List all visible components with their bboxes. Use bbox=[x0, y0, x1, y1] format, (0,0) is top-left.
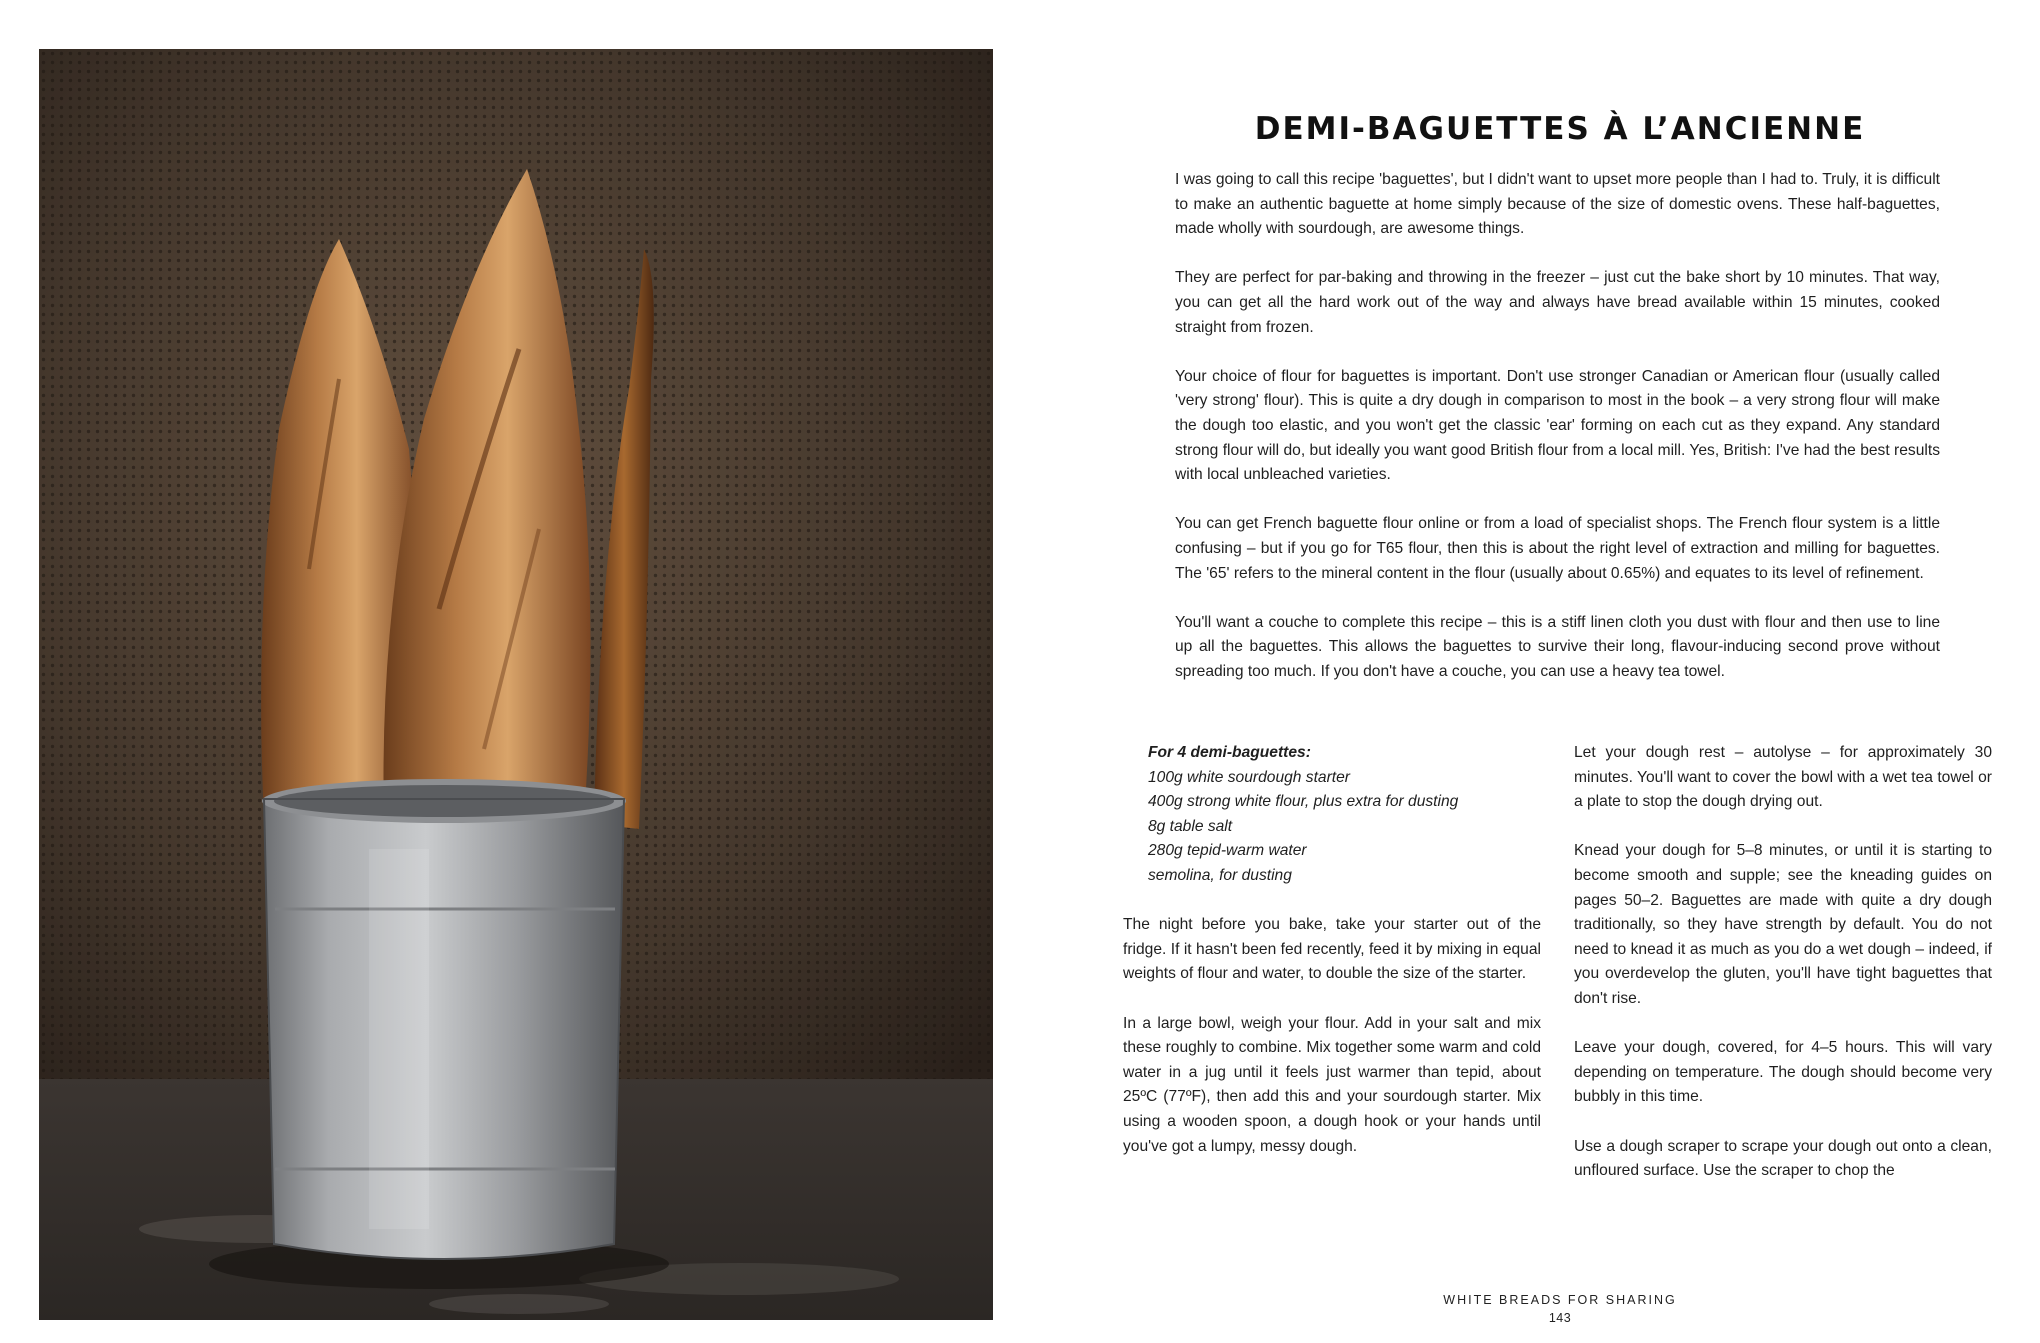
method-paragraph: Knead your dough for 5–8 minutes, or until it is starting to become smooth and supple; see the kneading guides on pages 50–2. Baguettes are made with quite a dry dough traditionally, so they have strength by default. You do not need to knead it as much as you do a wet dough – indeed, if you overdevelop the gluten, you'll have tight baguettes that don't rise. bbox=[1574, 842, 1992, 1007]
ingredient-item: 8g table salt bbox=[1148, 817, 1233, 835]
baguettes-in-tin-illustration bbox=[39, 49, 993, 1320]
method-column-left bbox=[1123, 741, 1541, 1184]
method-paragraph: Use a dough scraper to scrape your dough out onto a clean, unfloured surface. Use the scraper to chop the bbox=[1574, 1137, 1992, 1180]
intro-paragraph: Your choice of flour for baguettes is important. Don't use stronger Canadian or American flour (usually called 'very strong' flour). This is quite a dry dough in comparison to most in the book – a very strong flour will make the dough too elastic, and you won't get the classic 'ear' forming on each cut as they expand. Any standard strong flour will do, but ideally you want good British flour from a local mill. Yes, British: I've had the best results with local unbleached varieties. bbox=[1175, 367, 1940, 484]
intro-paragraph: You'll want a couche to complete this recipe – this is a stiff linen cloth you dust with flour and then use to line up all the baguettes. This allows the baguettes to survive their long, flavour-inducing second prove without spreading too much. If you don't have a couche, you can use a heavy tea towel. bbox=[1175, 613, 1940, 680]
ingredient-list bbox=[1123, 741, 1541, 889]
page-number: 143 bbox=[1548, 1311, 1572, 1325]
intro-paragraph: They are perfect for par-baking and throwing in the freezer – just cut the bake short by 10 minutes. That way, you can get all the hard work out of the way and always have bread available within 15 minutes, cooked straight from frozen. bbox=[1175, 269, 1940, 336]
recipe-photo bbox=[39, 49, 993, 1320]
section-name: WHITE BREADS FOR SHARING bbox=[1443, 1293, 1677, 1307]
method-paragraph: Leave your dough, covered, for 4–5 hours. This will vary depending on temperature. The dough should become very bubbly in this time. bbox=[1574, 1039, 1992, 1106]
ingredient-item: semolina, for dusting bbox=[1148, 866, 1292, 884]
page-footer bbox=[1100, 1291, 2020, 1327]
method-paragraph: Let your dough rest – autolyse – for approximately 30 minutes. You'll want to cover the bowl with a wet tea towel or a plate to stop the dough drying out. bbox=[1574, 744, 1992, 811]
recipe-title: DEMI-BAGUETTES À L’ANCIENNE bbox=[1254, 110, 1866, 147]
ingredient-item: 400g strong white flour, plus extra for dusting bbox=[1148, 793, 1459, 811]
ingredient-item: 100g white sourdough starter bbox=[1148, 768, 1350, 786]
intro-paragraph: I was going to call this recipe 'baguettes', but I didn't want to upset more people than I had to. Truly, it is difficult to make an authentic baguette at home simply because of the size of domestic ovens. These half-baguettes, made wholly with sourdough, are awesome things. bbox=[1175, 171, 1940, 238]
method-column-right bbox=[1574, 741, 1992, 1208]
ingredient-item: 280g tepid-warm water bbox=[1148, 842, 1307, 860]
intro-paragraph: You can get French baguette flour online or from a load of specialist shops. The French flour system is a little confusing – but if you go for T65 flour, then this is about the right level of extraction and milling for baguettes. The '65' refers to the mineral content in the flour (usually about 0.65%) and equates to its level of refinement. bbox=[1175, 515, 1940, 582]
method-paragraph: The night before you bake, take your starter out of the fridge. If it hasn't been fed recently, feed it by mixing in equal weights of flour and water, to double the size of the starter. bbox=[1123, 916, 1541, 983]
intro-text bbox=[1175, 168, 1940, 709]
ingredients-heading: For 4 demi-baguettes: bbox=[1148, 744, 1311, 761]
method-paragraph: In a large bowl, weigh your flour. Add in your salt and mix these roughly to combine. Mix together some warm and cold water in a jug until it feels just warmer than tepid, about 25ºC (77ºF), then add this and your sourdough starter. Mix using a wooden spoon, a dough hook or your hands until you've got a lumpy, messy dough. bbox=[1123, 1014, 1541, 1155]
